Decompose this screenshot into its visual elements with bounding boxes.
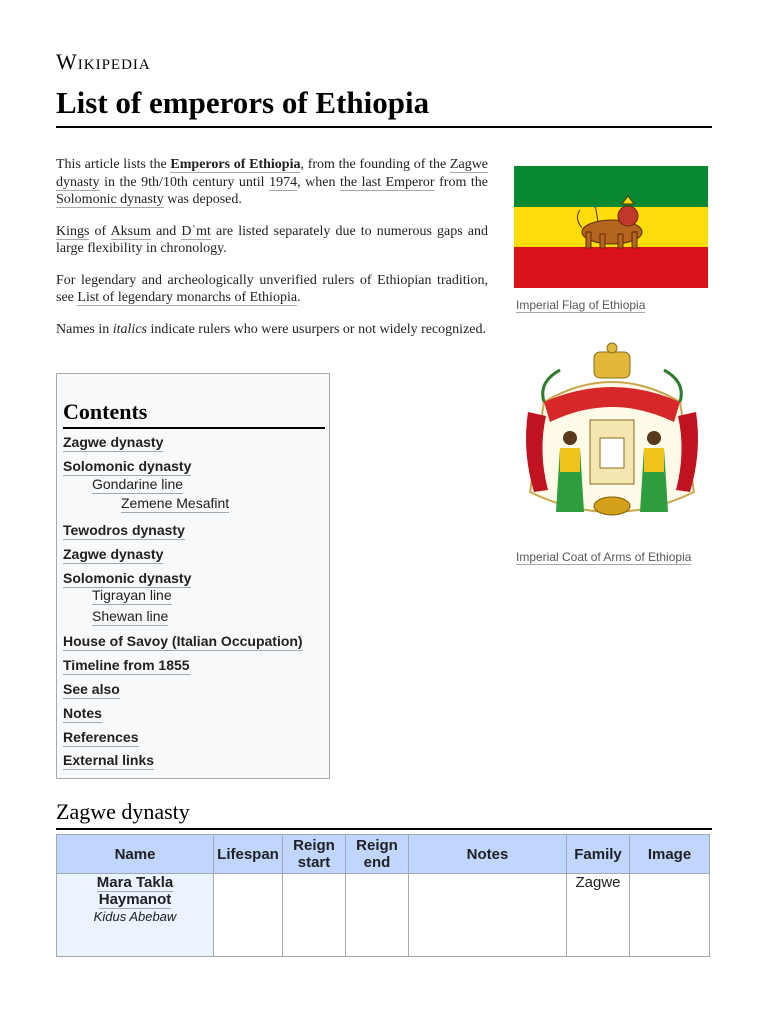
table-row: [57, 874, 710, 957]
link-dmt[interactable]: Dʿmt: [181, 223, 211, 239]
col-header-family[interactable]: Family: [567, 835, 630, 874]
col-header-reign-end[interactable]: [346, 835, 409, 874]
table-header-row: [57, 835, 710, 874]
title-divider: [56, 126, 712, 128]
section-heading-zagwe-dynasty: Zagwe dynasty: [56, 799, 190, 824]
ruler-name-link[interactable]: [57, 874, 213, 908]
flag-figure: [514, 166, 708, 314]
flag-green-stripe: [514, 166, 708, 207]
cell-image: [630, 874, 710, 957]
toc-item-zagwe-dynasty[interactable]: Zagwe dynasty: [63, 434, 164, 450]
text: and: [150, 223, 182, 239]
ruler-alt-name: Kidus Abebaw: [93, 909, 177, 924]
cell-notes: [409, 874, 567, 957]
imperial-flag-image[interactable]: [514, 166, 708, 288]
col-header-name[interactable]: Name: [57, 835, 214, 874]
rulers-table: [56, 834, 710, 957]
cell-reign-end: [346, 874, 409, 957]
lion-icon: [594, 497, 630, 515]
link-aksum[interactable]: Aksum: [110, 223, 151, 239]
text: This article lists the: [56, 157, 171, 172]
toc-heading: Contents: [63, 399, 148, 424]
link-emperors-of-ethiopia[interactable]: Emperors of Ethiopia: [170, 157, 301, 172]
text: For legendary and archeologically unverified rulers of Ethiopian tradition, see: [56, 272, 488, 305]
toc-item-notes[interactable]: Notes: [63, 705, 102, 721]
cell-name: [57, 874, 214, 957]
text: are listed separately due to numerous gaps and large flexibility in chronology.: [56, 223, 489, 256]
toc-item-tewodros-dynasty[interactable]: Tewodros dynasty: [63, 522, 185, 538]
toc-item-solomonic-dynasty[interactable]: Solomonic dynasty: [63, 458, 192, 474]
toc-item-references[interactable]: References: [63, 729, 139, 745]
intro-paragraph-1: [56, 156, 488, 209]
toc-item-zagwe-dynasty-2[interactable]: Zagwe dynasty: [63, 546, 164, 562]
header-line: start: [297, 854, 331, 871]
page-title: List of emperors of Ethiopia: [56, 85, 430, 120]
text: of: [89, 223, 111, 239]
text: .: [297, 290, 301, 305]
cell-lifespan: [214, 874, 283, 957]
cell-family: Zagwe: [567, 874, 630, 957]
coat-figure: [514, 342, 710, 566]
col-header-lifespan[interactable]: Lifespan: [214, 835, 283, 874]
text: in the 9th/10th century until: [99, 174, 270, 190]
intro-paragraph-3: [56, 272, 488, 307]
col-header-image[interactable]: Image: [630, 835, 710, 874]
link-1974[interactable]: 1974: [269, 174, 298, 190]
italics-term: italics: [112, 321, 147, 337]
throne-icon: [590, 420, 634, 484]
text: was deposed.: [163, 192, 242, 207]
text: , from the founding of the: [300, 157, 450, 172]
cell-reign-start: [283, 874, 346, 957]
section-divider: [56, 828, 712, 830]
col-header-reign-start[interactable]: [283, 835, 346, 874]
table-of-contents: [56, 373, 330, 779]
toc-item-external-links[interactable]: External links: [63, 752, 155, 768]
link-zagwe-dynasty[interactable]: Zagwe dynasty: [56, 157, 489, 190]
toc-item-solomonic-dynasty-2[interactable]: Solomonic dynasty: [63, 570, 192, 586]
toc-item-zemene-mesafint[interactable]: Zemene Mesafint: [121, 495, 230, 511]
toc-item-shewan-line[interactable]: Shewan line: [92, 608, 169, 624]
flag-caption[interactable]: Imperial Flag of Ethiopia: [516, 298, 646, 312]
header-line: Reign: [293, 837, 335, 854]
intro-paragraph-4: [56, 321, 488, 339]
text: Names in: [56, 321, 113, 337]
link-legendary-monarchs[interactable]: List of legendary monarchs of Ethiopia: [77, 290, 298, 305]
header-line: Reign: [356, 837, 398, 854]
link-solomonic-dynasty[interactable]: Solomonic dynasty: [56, 192, 164, 207]
toc-divider: [63, 427, 325, 429]
crown-icon: [594, 343, 630, 378]
text: from the: [434, 174, 488, 190]
coat-caption[interactable]: Imperial Coat of Arms of Ethiopia: [516, 550, 692, 564]
flag-red-stripe: [514, 247, 708, 288]
ruler-name-line: Haymanot: [98, 891, 172, 908]
toc-item-timeline-from-1855[interactable]: Timeline from 1855: [63, 657, 190, 673]
header-line: end: [363, 854, 391, 871]
intro: [56, 156, 488, 352]
link-kings[interactable]: Kings: [56, 223, 90, 239]
toc-item-gondarine-line[interactable]: Gondarine line: [92, 476, 184, 492]
toc-item-tigrayan-line[interactable]: Tigrayan line: [92, 587, 172, 603]
toc-item-house-of-savoy[interactable]: House of Savoy (Italian Occupation): [63, 633, 303, 649]
intro-paragraph-2: [56, 223, 488, 258]
col-header-notes[interactable]: Notes: [409, 835, 567, 874]
coat-of-arms-image[interactable]: [514, 342, 710, 532]
text: indicate rulers who were usurpers or not widely recognized.: [147, 321, 486, 337]
toc-item-see-also[interactable]: See also: [63, 681, 120, 697]
link-last-emperor[interactable]: the last Emperor: [340, 174, 435, 190]
text: , when: [297, 174, 340, 190]
wikipedia-wordmark[interactable]: Wikipedia: [56, 49, 151, 74]
ruler-name-line: Mara Takla: [96, 874, 174, 891]
